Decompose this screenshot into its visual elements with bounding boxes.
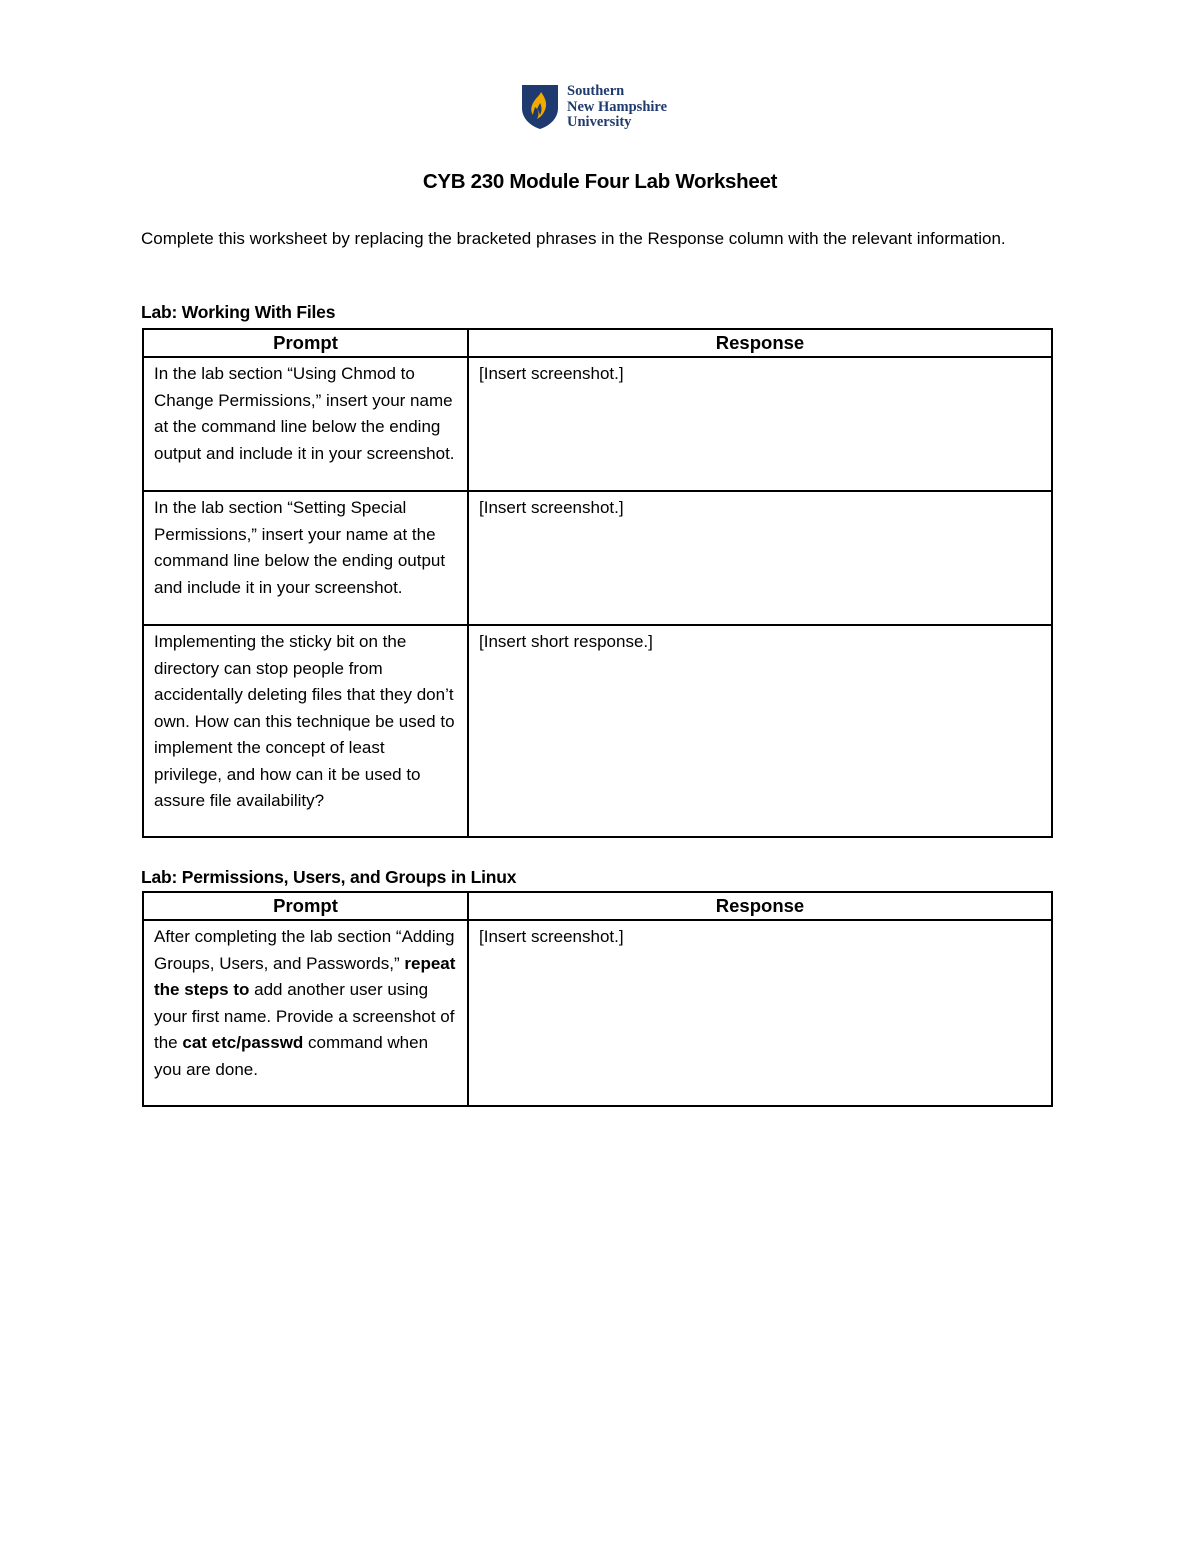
prompt-text-part-3: command when you are done. bbox=[154, 1033, 429, 1079]
response-cell[interactable]: [Insert short response.] bbox=[468, 625, 1052, 837]
response-column-header: Response bbox=[468, 329, 1052, 357]
page-title: CYB 230 Module Four Lab Worksheet bbox=[422, 170, 778, 193]
prompt-column-header: Prompt bbox=[143, 329, 468, 357]
snhu-logo bbox=[521, 84, 667, 131]
logo-line-1: Southern bbox=[567, 83, 625, 99]
response-column-header: Response bbox=[468, 892, 1052, 920]
table-row bbox=[143, 491, 1052, 625]
table-header-row bbox=[143, 892, 1052, 920]
permissions-users-groups-table bbox=[142, 891, 1053, 1107]
response-cell[interactable]: [Insert screenshot.] bbox=[468, 491, 1052, 625]
response-cell[interactable]: [Insert screenshot.] bbox=[468, 920, 1052, 1106]
table-row bbox=[143, 625, 1052, 837]
table-row bbox=[143, 920, 1052, 1106]
prompt-text-part-1: After completing the lab section “Adding Groups, Users, and Passwords,” bbox=[154, 927, 455, 973]
prompt-text-part-2: add another user using your first name. Provide a screenshot of the bbox=[154, 980, 455, 1052]
intro-text: Complete this worksheet by replacing the bracketed phrases in the Response column with the relevant information. bbox=[141, 229, 1006, 248]
response-cell[interactable]: [Insert screenshot.] bbox=[468, 357, 1052, 491]
prompt-emphasis-command: cat etc/passwd bbox=[182, 1033, 304, 1052]
working-with-files-table bbox=[142, 328, 1053, 838]
logo-wordmark bbox=[567, 84, 667, 131]
prompt-column-header: Prompt bbox=[143, 892, 468, 920]
table-header-row bbox=[143, 329, 1052, 357]
prompt-cell: In the lab section “Setting Special Permissions,” insert your name at the command line below the ending output and include it in your screenshot. bbox=[143, 491, 468, 625]
table-row bbox=[143, 357, 1052, 491]
section-heading-permissions-users-groups: Lab: Permissions, Users, and Groups in Linux bbox=[141, 867, 517, 887]
section-heading-working-with-files: Lab: Working With Files bbox=[141, 302, 336, 322]
prompt-cell bbox=[143, 920, 468, 1106]
logo-line-2: New Hampshire bbox=[567, 98, 668, 115]
prompt-cell: Implementing the sticky bit on the directory can stop people from accidentally deleting files that they don’t own. How can this technique be used to implement the concept of least privilege, and how can it be used to assure file availability? bbox=[143, 625, 468, 837]
snhu-shield-icon bbox=[521, 84, 559, 130]
prompt-emphasis-repeat-steps: repeat the steps to bbox=[154, 953, 456, 999]
logo-line-3: University bbox=[567, 114, 632, 130]
prompt-cell: In the lab section “Using Chmod to Change Permissions,” insert your name at the command line below the ending output and include it in your screenshot. bbox=[143, 357, 468, 491]
